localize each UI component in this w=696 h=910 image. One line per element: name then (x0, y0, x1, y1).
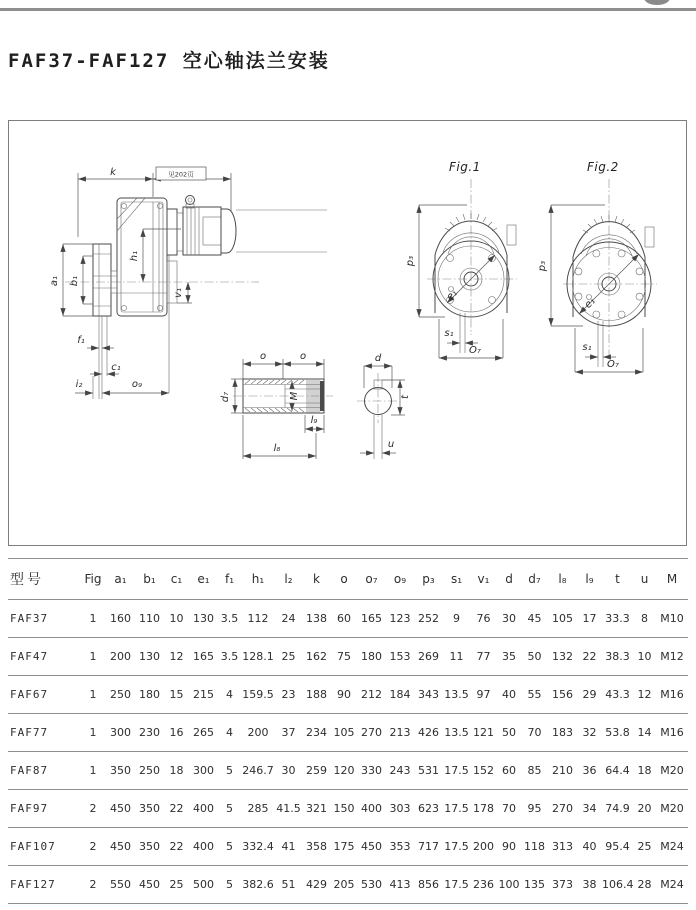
dim-label-d7: d₇ (220, 391, 231, 403)
col-header: h₁ (241, 559, 275, 600)
value-cell: 205 (331, 866, 357, 904)
value-cell: 105 (548, 600, 577, 638)
value-cell: 64.4 (602, 752, 633, 790)
bore-section-detail (357, 353, 411, 459)
value-cell: 112 (241, 600, 275, 638)
dim-label-o-right: o (299, 351, 307, 362)
value-cell: 22 (577, 638, 602, 676)
value-cell: 135 (521, 866, 548, 904)
model-cell: FAF77 (8, 714, 80, 752)
value-cell: 500 (189, 866, 218, 904)
value-cell: 70 (497, 790, 521, 828)
value-cell: 531 (414, 752, 443, 790)
value-cell: 41.5 (275, 790, 302, 828)
page-title: FAF37-FAF127 空心轴法兰安装 (8, 50, 330, 72)
value-cell: 330 (357, 752, 386, 790)
value-cell: 450 (106, 828, 135, 866)
value-cell: 212 (357, 676, 386, 714)
fig2-label: Fig.2 (587, 160, 619, 174)
value-cell: 77 (470, 638, 497, 676)
table-row (8, 714, 688, 752)
value-cell: M12 (656, 638, 688, 676)
table-row (8, 790, 688, 828)
value-cell: 50 (497, 714, 521, 752)
value-cell: 17.5 (443, 828, 470, 866)
value-cell: 70 (521, 714, 548, 752)
model-cell: FAF97 (8, 790, 80, 828)
value-cell: 12 (633, 676, 656, 714)
value-cell: 717 (414, 828, 443, 866)
hollow-shaft-detail (220, 351, 333, 459)
fig1-view (405, 160, 517, 358)
technical-drawing (9, 121, 686, 545)
see-page-note: 见202页 (168, 170, 194, 179)
value-cell: 300 (106, 714, 135, 752)
value-cell: M10 (656, 600, 688, 638)
value-cell: 413 (386, 866, 414, 904)
value-cell: 1 (80, 676, 106, 714)
value-cell: 75 (331, 638, 357, 676)
col-header: M (656, 559, 688, 600)
value-cell: 350 (135, 790, 164, 828)
dim-label-l9: l₉ (310, 415, 318, 426)
value-cell: 14 (633, 714, 656, 752)
value-cell: 303 (386, 790, 414, 828)
value-cell: 130 (189, 600, 218, 638)
value-cell: 22 (164, 828, 189, 866)
col-header: b₁ (135, 559, 164, 600)
col-header: f₁ (218, 559, 241, 600)
value-cell: 400 (357, 790, 386, 828)
value-cell: 343 (414, 676, 443, 714)
table-row (8, 638, 688, 676)
value-cell: 243 (386, 752, 414, 790)
top-rule (0, 8, 696, 11)
value-cell: 35 (497, 638, 521, 676)
value-cell: 132 (548, 638, 577, 676)
value-cell: 2 (80, 828, 106, 866)
col-header: l₈ (548, 559, 577, 600)
value-cell: 55 (521, 676, 548, 714)
value-cell: 252 (414, 600, 443, 638)
value-cell: 183 (548, 714, 577, 752)
drawing-panel (8, 120, 687, 546)
dim-label-p3-fig2: p₃ (537, 260, 548, 272)
value-cell: M24 (656, 828, 688, 866)
value-cell: 159.5 (241, 676, 275, 714)
model-cell: FAF47 (8, 638, 80, 676)
value-cell: 200 (106, 638, 135, 676)
value-cell: 76 (470, 600, 497, 638)
table-header-row (8, 559, 688, 600)
value-cell: 45 (521, 600, 548, 638)
value-cell: M20 (656, 752, 688, 790)
value-cell: 623 (414, 790, 443, 828)
value-cell: 5 (218, 752, 241, 790)
value-cell: 250 (106, 676, 135, 714)
value-cell: 138 (302, 600, 331, 638)
value-cell: 180 (135, 676, 164, 714)
value-cell: 24 (275, 600, 302, 638)
value-cell: 270 (357, 714, 386, 752)
value-cell: 856 (414, 866, 443, 904)
value-cell: 74.9 (602, 790, 633, 828)
table-row (8, 676, 688, 714)
value-cell: 350 (135, 828, 164, 866)
dim-label-s1-fig2: s₁ (582, 342, 592, 353)
value-cell: 28 (633, 866, 656, 904)
value-cell: M16 (656, 676, 688, 714)
value-cell: 250 (135, 752, 164, 790)
value-cell: 332.4 (241, 828, 275, 866)
value-cell: 400 (189, 828, 218, 866)
value-cell: 2 (80, 866, 106, 904)
value-cell: 5 (218, 866, 241, 904)
value-cell: 184 (386, 676, 414, 714)
value-cell: 165 (189, 638, 218, 676)
value-cell: 36 (577, 752, 602, 790)
value-cell: 213 (386, 714, 414, 752)
value-cell: 8 (633, 600, 656, 638)
dim-label-e1-fig1: e₁ (444, 287, 460, 303)
value-cell: 128.1 (241, 638, 275, 676)
value-cell: 97 (470, 676, 497, 714)
model-cell: FAF67 (8, 676, 80, 714)
value-cell: 10 (633, 638, 656, 676)
value-cell: 18 (633, 752, 656, 790)
value-cell: 1 (80, 752, 106, 790)
value-cell: 270 (548, 790, 577, 828)
value-cell: 162 (302, 638, 331, 676)
value-cell: 85 (521, 752, 548, 790)
value-cell: 1 (80, 638, 106, 676)
value-cell: 50 (521, 638, 548, 676)
value-cell: 550 (106, 866, 135, 904)
value-cell: 123 (386, 600, 414, 638)
value-cell: 30 (497, 600, 521, 638)
value-cell: 110 (135, 600, 164, 638)
value-cell: 17.5 (443, 790, 470, 828)
value-cell: 10 (164, 600, 189, 638)
table-row (8, 600, 688, 638)
value-cell: 246.7 (241, 752, 275, 790)
dim-label-l8: l₈ (273, 443, 281, 454)
value-cell: 90 (331, 676, 357, 714)
value-cell: 350 (106, 752, 135, 790)
value-cell: 11 (443, 638, 470, 676)
value-cell: 178 (470, 790, 497, 828)
model-cell: FAF107 (8, 828, 80, 866)
value-cell: 3.5 (218, 638, 241, 676)
value-cell: 188 (302, 676, 331, 714)
dim-label-f1: f₁ (77, 335, 85, 346)
value-cell: 34 (577, 790, 602, 828)
value-cell: 450 (357, 828, 386, 866)
value-cell: 51 (275, 866, 302, 904)
table-body (8, 600, 688, 904)
value-cell: 4 (218, 714, 241, 752)
value-cell: 53.8 (602, 714, 633, 752)
value-cell: 200 (470, 828, 497, 866)
value-cell: 12 (164, 638, 189, 676)
partial-logo (644, 0, 670, 5)
table-row (8, 828, 688, 866)
value-cell: 210 (548, 752, 577, 790)
table-row (8, 866, 688, 904)
value-cell: 38.3 (602, 638, 633, 676)
value-cell: 450 (135, 866, 164, 904)
value-cell: 234 (302, 714, 331, 752)
value-cell: 1 (80, 600, 106, 638)
value-cell: M16 (656, 714, 688, 752)
value-cell: 17.5 (443, 752, 470, 790)
col-header: Fig (80, 559, 106, 600)
value-cell: M24 (656, 866, 688, 904)
value-cell: 106.4 (602, 866, 633, 904)
dim-label-o7-fig2: O₇ (607, 359, 619, 370)
dim-label-o9: o₉ (131, 379, 143, 390)
dim-label-e1-fig2: e₁ (582, 295, 598, 311)
dim-label-t: t (400, 395, 411, 399)
dim-label-c1: c₁ (111, 362, 121, 373)
col-header: d₇ (521, 559, 548, 600)
col-header: d (497, 559, 521, 600)
fig1-label: Fig.1 (449, 160, 481, 174)
value-cell: 16 (164, 714, 189, 752)
value-cell: 160 (106, 600, 135, 638)
model-cell: FAF87 (8, 752, 80, 790)
value-cell: 165 (357, 600, 386, 638)
value-cell: 156 (548, 676, 577, 714)
value-cell: 40 (497, 676, 521, 714)
value-cell: 95 (521, 790, 548, 828)
value-cell: 13.5 (443, 676, 470, 714)
value-cell: 200 (241, 714, 275, 752)
value-cell: 60 (331, 600, 357, 638)
col-header: t (602, 559, 633, 600)
col-header: o (331, 559, 357, 600)
dim-label-o7-fig1: O₇ (469, 345, 481, 356)
value-cell: 25 (633, 828, 656, 866)
model-cell: FAF127 (8, 866, 80, 904)
dim-label-k: k (110, 167, 116, 178)
value-cell: 265 (189, 714, 218, 752)
value-cell: 25 (164, 866, 189, 904)
dim-label-v1: v₁ (173, 288, 184, 298)
value-cell: 259 (302, 752, 331, 790)
col-header: p₃ (414, 559, 443, 600)
value-cell: 3.5 (218, 600, 241, 638)
value-cell: 95.4 (602, 828, 633, 866)
value-cell: 450 (106, 790, 135, 828)
value-cell: 90 (497, 828, 521, 866)
dim-label-d: d (374, 353, 382, 364)
value-cell: 13.5 (443, 714, 470, 752)
value-cell: 1 (80, 714, 106, 752)
value-cell: 4 (218, 676, 241, 714)
value-cell: 130 (135, 638, 164, 676)
value-cell: 30 (275, 752, 302, 790)
value-cell: 20 (633, 790, 656, 828)
dim-label-h1: h₁ (129, 250, 140, 262)
value-cell: 2 (80, 790, 106, 828)
value-cell: M20 (656, 790, 688, 828)
col-header: l₂ (275, 559, 302, 600)
value-cell: 530 (357, 866, 386, 904)
dim-label-p3-fig1: p₃ (405, 255, 416, 267)
value-cell: 41 (275, 828, 302, 866)
value-cell: 300 (189, 752, 218, 790)
value-cell: 373 (548, 866, 577, 904)
col-header-model: 型号 (8, 559, 80, 600)
col-header: a₁ (106, 559, 135, 600)
value-cell: 382.6 (241, 866, 275, 904)
value-cell: 400 (189, 790, 218, 828)
col-header: k (302, 559, 331, 600)
value-cell: 32 (577, 714, 602, 752)
value-cell: 153 (386, 638, 414, 676)
value-cell: 215 (189, 676, 218, 714)
value-cell: 353 (386, 828, 414, 866)
col-header: o₇ (357, 559, 386, 600)
value-cell: 22 (164, 790, 189, 828)
dim-label-s1-fig1: s₁ (444, 328, 454, 339)
value-cell: 17.5 (443, 866, 470, 904)
value-cell: 121 (470, 714, 497, 752)
dim-label-u: u (387, 439, 395, 450)
col-header: c₁ (164, 559, 189, 600)
value-cell: 29 (577, 676, 602, 714)
col-header: o₉ (386, 559, 414, 600)
value-cell: 236 (470, 866, 497, 904)
value-cell: 25 (275, 638, 302, 676)
value-cell: 5 (218, 828, 241, 866)
col-header: l₉ (577, 559, 602, 600)
col-header: e₁ (189, 559, 218, 600)
value-cell: 37 (275, 714, 302, 752)
dim-label-i2: i₂ (75, 379, 83, 390)
value-cell: 175 (331, 828, 357, 866)
col-header: v₁ (470, 559, 497, 600)
value-cell: 100 (497, 866, 521, 904)
value-cell: 230 (135, 714, 164, 752)
value-cell: 152 (470, 752, 497, 790)
dim-label-b1: b₁ (69, 275, 80, 287)
value-cell: 33.3 (602, 600, 633, 638)
col-header: s₁ (443, 559, 470, 600)
value-cell: 43.3 (602, 676, 633, 714)
value-cell: 429 (302, 866, 331, 904)
value-cell: 285 (241, 790, 275, 828)
value-cell: 17 (577, 600, 602, 638)
table-row (8, 752, 688, 790)
value-cell: 321 (302, 790, 331, 828)
value-cell: 313 (548, 828, 577, 866)
value-cell: 38 (577, 866, 602, 904)
value-cell: 358 (302, 828, 331, 866)
value-cell: 60 (497, 752, 521, 790)
value-cell: 105 (331, 714, 357, 752)
col-header: u (633, 559, 656, 600)
dim-label-a1: a₁ (49, 275, 60, 287)
value-cell: 180 (357, 638, 386, 676)
value-cell: 40 (577, 828, 602, 866)
value-cell: 120 (331, 752, 357, 790)
value-cell: 426 (414, 714, 443, 752)
value-cell: 23 (275, 676, 302, 714)
value-cell: 150 (331, 790, 357, 828)
value-cell: 15 (164, 676, 189, 714)
dim-label-m-thread: M (289, 391, 300, 401)
value-cell: 5 (218, 790, 241, 828)
model-cell: FAF37 (8, 600, 80, 638)
value-cell: 269 (414, 638, 443, 676)
value-cell: 9 (443, 600, 470, 638)
value-cell: 18 (164, 752, 189, 790)
dimension-table (8, 558, 688, 904)
value-cell: 118 (521, 828, 548, 866)
dim-label-o-left: o (259, 351, 267, 362)
fig2-view (537, 160, 657, 372)
